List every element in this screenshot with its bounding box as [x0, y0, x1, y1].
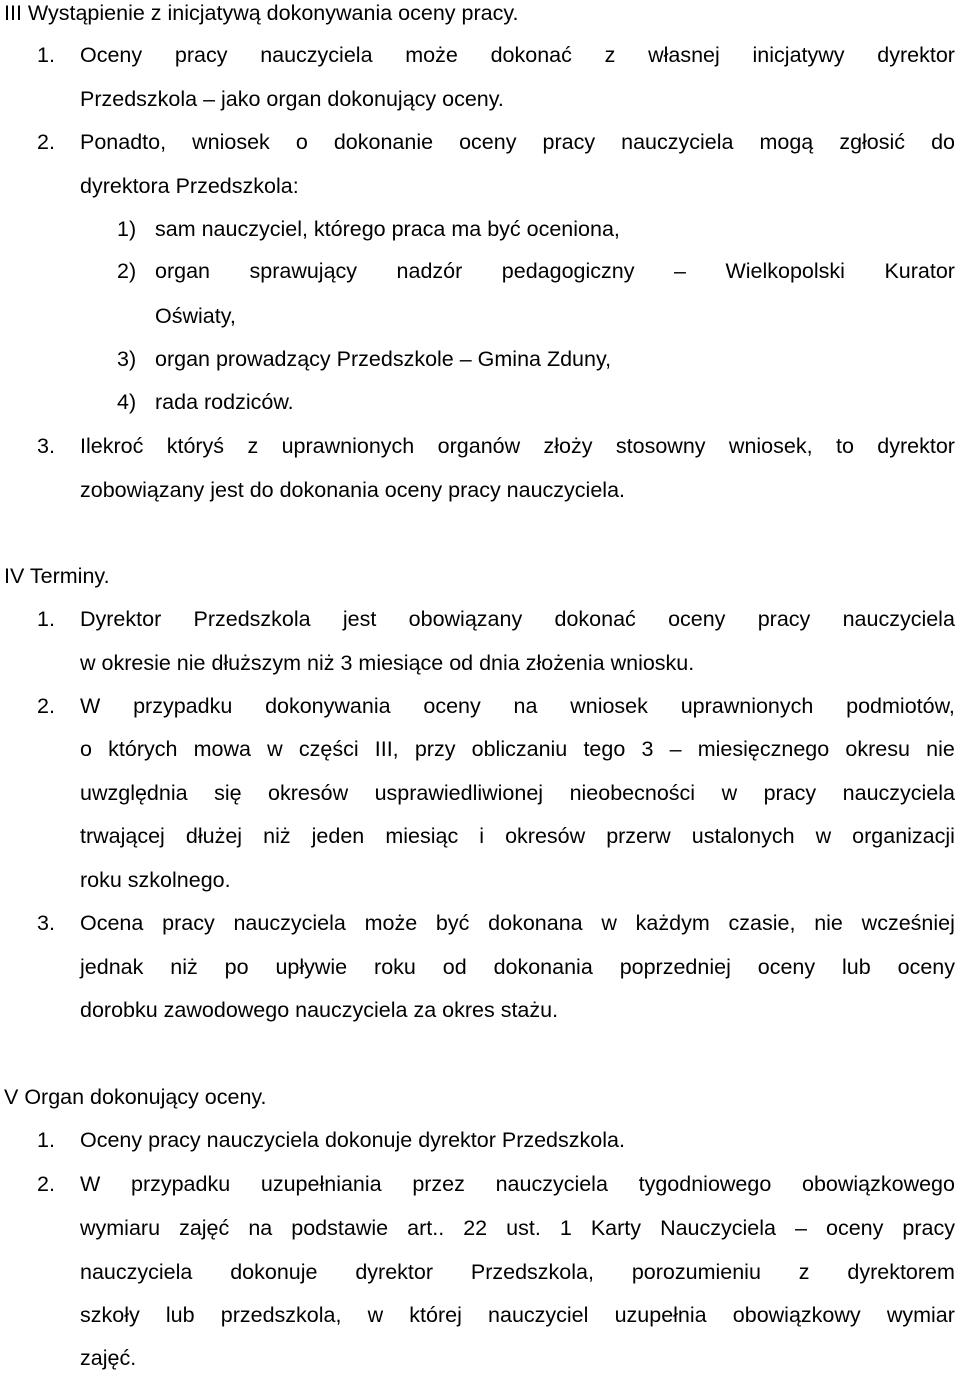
item-number: 2. — [37, 694, 55, 718]
word: wymiar — [886, 1303, 955, 1327]
word: art.. — [407, 1216, 445, 1240]
word: oceny — [459, 130, 517, 154]
item-text-line — [80, 129, 955, 155]
word: i — [479, 824, 485, 848]
item-text-line — [80, 736, 955, 762]
word: zgłosić — [839, 130, 906, 154]
word: Wielkopolski — [725, 259, 845, 283]
word: nie — [926, 737, 955, 761]
item-number: 2. — [37, 1172, 55, 1196]
word: nie — [814, 911, 843, 935]
word: nieobecności — [569, 781, 696, 805]
word: po — [224, 955, 249, 979]
word: pracy — [902, 1216, 955, 1240]
word: lub — [842, 955, 871, 979]
word: stosowny — [615, 434, 706, 458]
word: obowiązkowy — [732, 1303, 861, 1327]
word: przy — [414, 737, 456, 761]
item-number: 2. — [37, 130, 55, 154]
item-text-line — [80, 780, 955, 806]
item-text-line: dorobku zawodowego nauczyciela za okres stażu. — [80, 998, 559, 1022]
word: podstawie — [291, 1216, 389, 1240]
word: oceny — [826, 1216, 884, 1240]
word: Dyrektor — [80, 607, 162, 631]
word: – — [795, 1216, 807, 1240]
word: jeden — [311, 824, 365, 848]
word: jednak — [80, 955, 144, 979]
word: ust. — [506, 1216, 541, 1240]
word: Przedszkola — [193, 607, 311, 631]
word: pracy — [174, 43, 228, 67]
word: – — [669, 737, 682, 761]
item-text-line: dyrektora Przedszkola: — [80, 174, 299, 198]
word: któryś — [166, 434, 225, 458]
item-number: 1. — [37, 607, 55, 631]
item-text-line — [80, 954, 955, 980]
word: każdym — [635, 911, 710, 935]
item-number: 3. — [37, 434, 55, 458]
word: roku — [374, 955, 416, 979]
word: miesiąc — [385, 824, 459, 848]
word: okresów — [505, 824, 586, 848]
word: przedszkola, — [220, 1303, 342, 1327]
word: z — [798, 1260, 810, 1284]
word: oceny — [668, 607, 726, 631]
word: wniosek, — [728, 434, 813, 458]
word: w — [267, 737, 283, 761]
word: w — [601, 911, 617, 935]
word: uwzględnia — [80, 781, 188, 805]
word: pracy — [542, 130, 596, 154]
word: części — [298, 737, 359, 761]
word: pracy — [763, 781, 817, 805]
word: obowiązkowego — [801, 1172, 955, 1196]
word: okresów — [268, 781, 349, 805]
word: uprawnionych — [680, 694, 814, 718]
word: wniosek — [192, 130, 270, 154]
word: przypadku — [130, 1172, 231, 1196]
word: dokonać — [490, 43, 572, 67]
word: tygodniowego — [638, 1172, 772, 1196]
word: w — [721, 781, 738, 805]
word: być — [435, 911, 470, 935]
word: Oceny — [80, 43, 143, 67]
word: podmiotów, — [846, 694, 955, 718]
subitem-text-line: rada rodziców. — [155, 390, 294, 414]
word: nauczyciela — [842, 607, 955, 631]
word: nauczyciela — [80, 1260, 193, 1284]
word: dokonana — [488, 911, 583, 935]
item-text-line — [80, 606, 955, 632]
word: pracy — [162, 911, 215, 935]
item-text-line: Przedszkola – jako organ dokonujący oceny. — [80, 87, 504, 111]
item-text-line — [80, 1171, 955, 1197]
word: Ocena — [80, 911, 144, 935]
item-text-line: zajęć. — [80, 1346, 137, 1370]
word: dyrektor — [877, 43, 955, 67]
word: wcześniej — [861, 911, 955, 935]
word: dłużej — [185, 824, 243, 848]
word: w — [815, 824, 832, 848]
word: tego — [583, 737, 626, 761]
item-text-line: Oceny pracy nauczyciela dokonuje dyrektor Przedszkola. — [80, 1128, 625, 1152]
word: nadzór — [396, 259, 463, 283]
word: organ — [155, 259, 210, 283]
word: sprawujący — [249, 259, 358, 283]
word: przez — [412, 1172, 465, 1196]
word: w — [367, 1303, 384, 1327]
word: przypadku — [133, 694, 233, 718]
word: Nauczyciela — [660, 1216, 776, 1240]
word: może — [364, 911, 418, 935]
word: o — [295, 130, 308, 154]
item-text-line: zobowiązany jest do dokonania oceny pracy nauczyciela. — [80, 478, 625, 502]
word: upływie — [275, 955, 348, 979]
word: ustalonych — [691, 824, 795, 848]
item-text-line — [80, 693, 955, 719]
item-text-line — [80, 433, 955, 459]
word: usprawiedliwionej — [374, 781, 544, 805]
word: Karty — [590, 1216, 642, 1240]
word: Przedszkola, — [470, 1260, 594, 1284]
word: organizacji — [852, 824, 955, 848]
word: dokonania — [493, 955, 593, 979]
item-number: 3. — [37, 911, 55, 935]
word: organów — [437, 434, 521, 458]
word: inicjatywy — [752, 43, 845, 67]
word: do — [931, 130, 955, 154]
word: nauczyciela — [233, 911, 346, 935]
word: lub — [165, 1303, 195, 1327]
subitem-number: 4) — [117, 390, 137, 414]
word: W — [80, 1172, 101, 1196]
word: której — [409, 1303, 462, 1327]
word: to — [835, 434, 854, 458]
word: jest — [342, 607, 377, 631]
word: dokonywania — [265, 694, 391, 718]
word: od — [442, 955, 467, 979]
word: pracy — [757, 607, 811, 631]
word: Ponadto, — [80, 130, 167, 154]
word: dyrektorem — [847, 1260, 955, 1284]
word: oceny — [897, 955, 955, 979]
word: 3 — [641, 737, 654, 761]
word: dyrektor — [877, 434, 955, 458]
subitem-text-line: organ prowadzący Przedszkole – Gmina Zduny, — [155, 347, 612, 371]
word: dokonać — [554, 607, 636, 631]
subitem-text-line: Oświaty, — [155, 304, 236, 328]
word: z — [247, 434, 259, 458]
word: wymiaru — [80, 1216, 161, 1240]
word: przerw — [606, 824, 671, 848]
word: może — [405, 43, 458, 67]
word: zajęć — [179, 1216, 230, 1240]
word: nauczyciela — [621, 130, 734, 154]
word: których — [108, 737, 178, 761]
word: z — [604, 43, 616, 67]
word: czasie, — [728, 911, 796, 935]
word: dokonuje — [230, 1260, 318, 1284]
word: szkoły — [80, 1303, 140, 1327]
item-number: 1. — [37, 1128, 55, 1152]
word: okresu — [845, 737, 910, 761]
word: oceny — [757, 955, 816, 979]
word: Ilekroć — [80, 434, 144, 458]
word: mogą — [759, 130, 814, 154]
word: o — [80, 737, 92, 761]
item-text-line — [80, 1259, 955, 1285]
word: się — [214, 781, 242, 805]
word: nauczyciela — [495, 1172, 608, 1196]
word: uzupełnia — [614, 1303, 707, 1327]
word: poprzedniej — [619, 955, 731, 979]
word: na — [513, 694, 538, 718]
word: W — [80, 694, 101, 718]
word: obliczaniu — [471, 737, 568, 761]
word: dyrektor — [355, 1260, 434, 1284]
section-heading: IV Terminy. — [4, 564, 110, 588]
subitem-number: 1) — [117, 217, 137, 241]
word: porozumieniu — [631, 1260, 761, 1284]
word: 22 — [463, 1216, 488, 1240]
word: niż — [170, 955, 198, 979]
item-text-line — [80, 1302, 955, 1328]
word: miesięcznego — [697, 737, 830, 761]
word: mowa — [193, 737, 251, 761]
word: oceny — [423, 694, 481, 718]
word: 1 — [559, 1216, 572, 1240]
subitem-number: 2) — [117, 259, 137, 283]
word: niż — [263, 824, 291, 848]
section-heading: III Wystąpienie z inicjatywą dokonywania oceny pracy. — [4, 1, 519, 25]
item-text-line — [80, 823, 955, 849]
word: nauczyciela — [842, 781, 955, 805]
word: Kurator — [884, 259, 955, 283]
word: złoży — [543, 434, 593, 458]
word: nauczyciela — [260, 43, 373, 67]
word: nauczyciel — [488, 1303, 589, 1327]
item-text-line — [80, 42, 955, 68]
item-number: 1. — [37, 43, 55, 67]
item-text-line: w okresie nie dłuższym niż 3 miesiące od dnia złożenia wniosku. — [80, 651, 695, 675]
section-heading: V Organ dokonujący oceny. — [4, 1085, 267, 1109]
word: wniosek — [570, 694, 648, 718]
subitem-text-line: sam nauczyciel, którego praca ma być oceniona, — [155, 217, 620, 241]
word: obowiązany — [408, 607, 523, 631]
word: uprawnionych — [281, 434, 415, 458]
item-text-line: roku szkolnego. — [80, 868, 231, 892]
word: dokonanie — [333, 130, 434, 154]
word: na — [248, 1216, 273, 1240]
word: uzupełniania — [260, 1172, 382, 1196]
item-text-line — [80, 910, 955, 936]
subitem-text-line — [155, 258, 955, 284]
word: III, — [374, 737, 399, 761]
word: – — [673, 259, 686, 283]
subitem-number: 3) — [117, 347, 137, 371]
word: własnej — [648, 43, 720, 67]
item-text-line — [80, 1215, 955, 1241]
word: trwającej — [80, 824, 165, 848]
word: pedagogiczny — [501, 259, 635, 283]
